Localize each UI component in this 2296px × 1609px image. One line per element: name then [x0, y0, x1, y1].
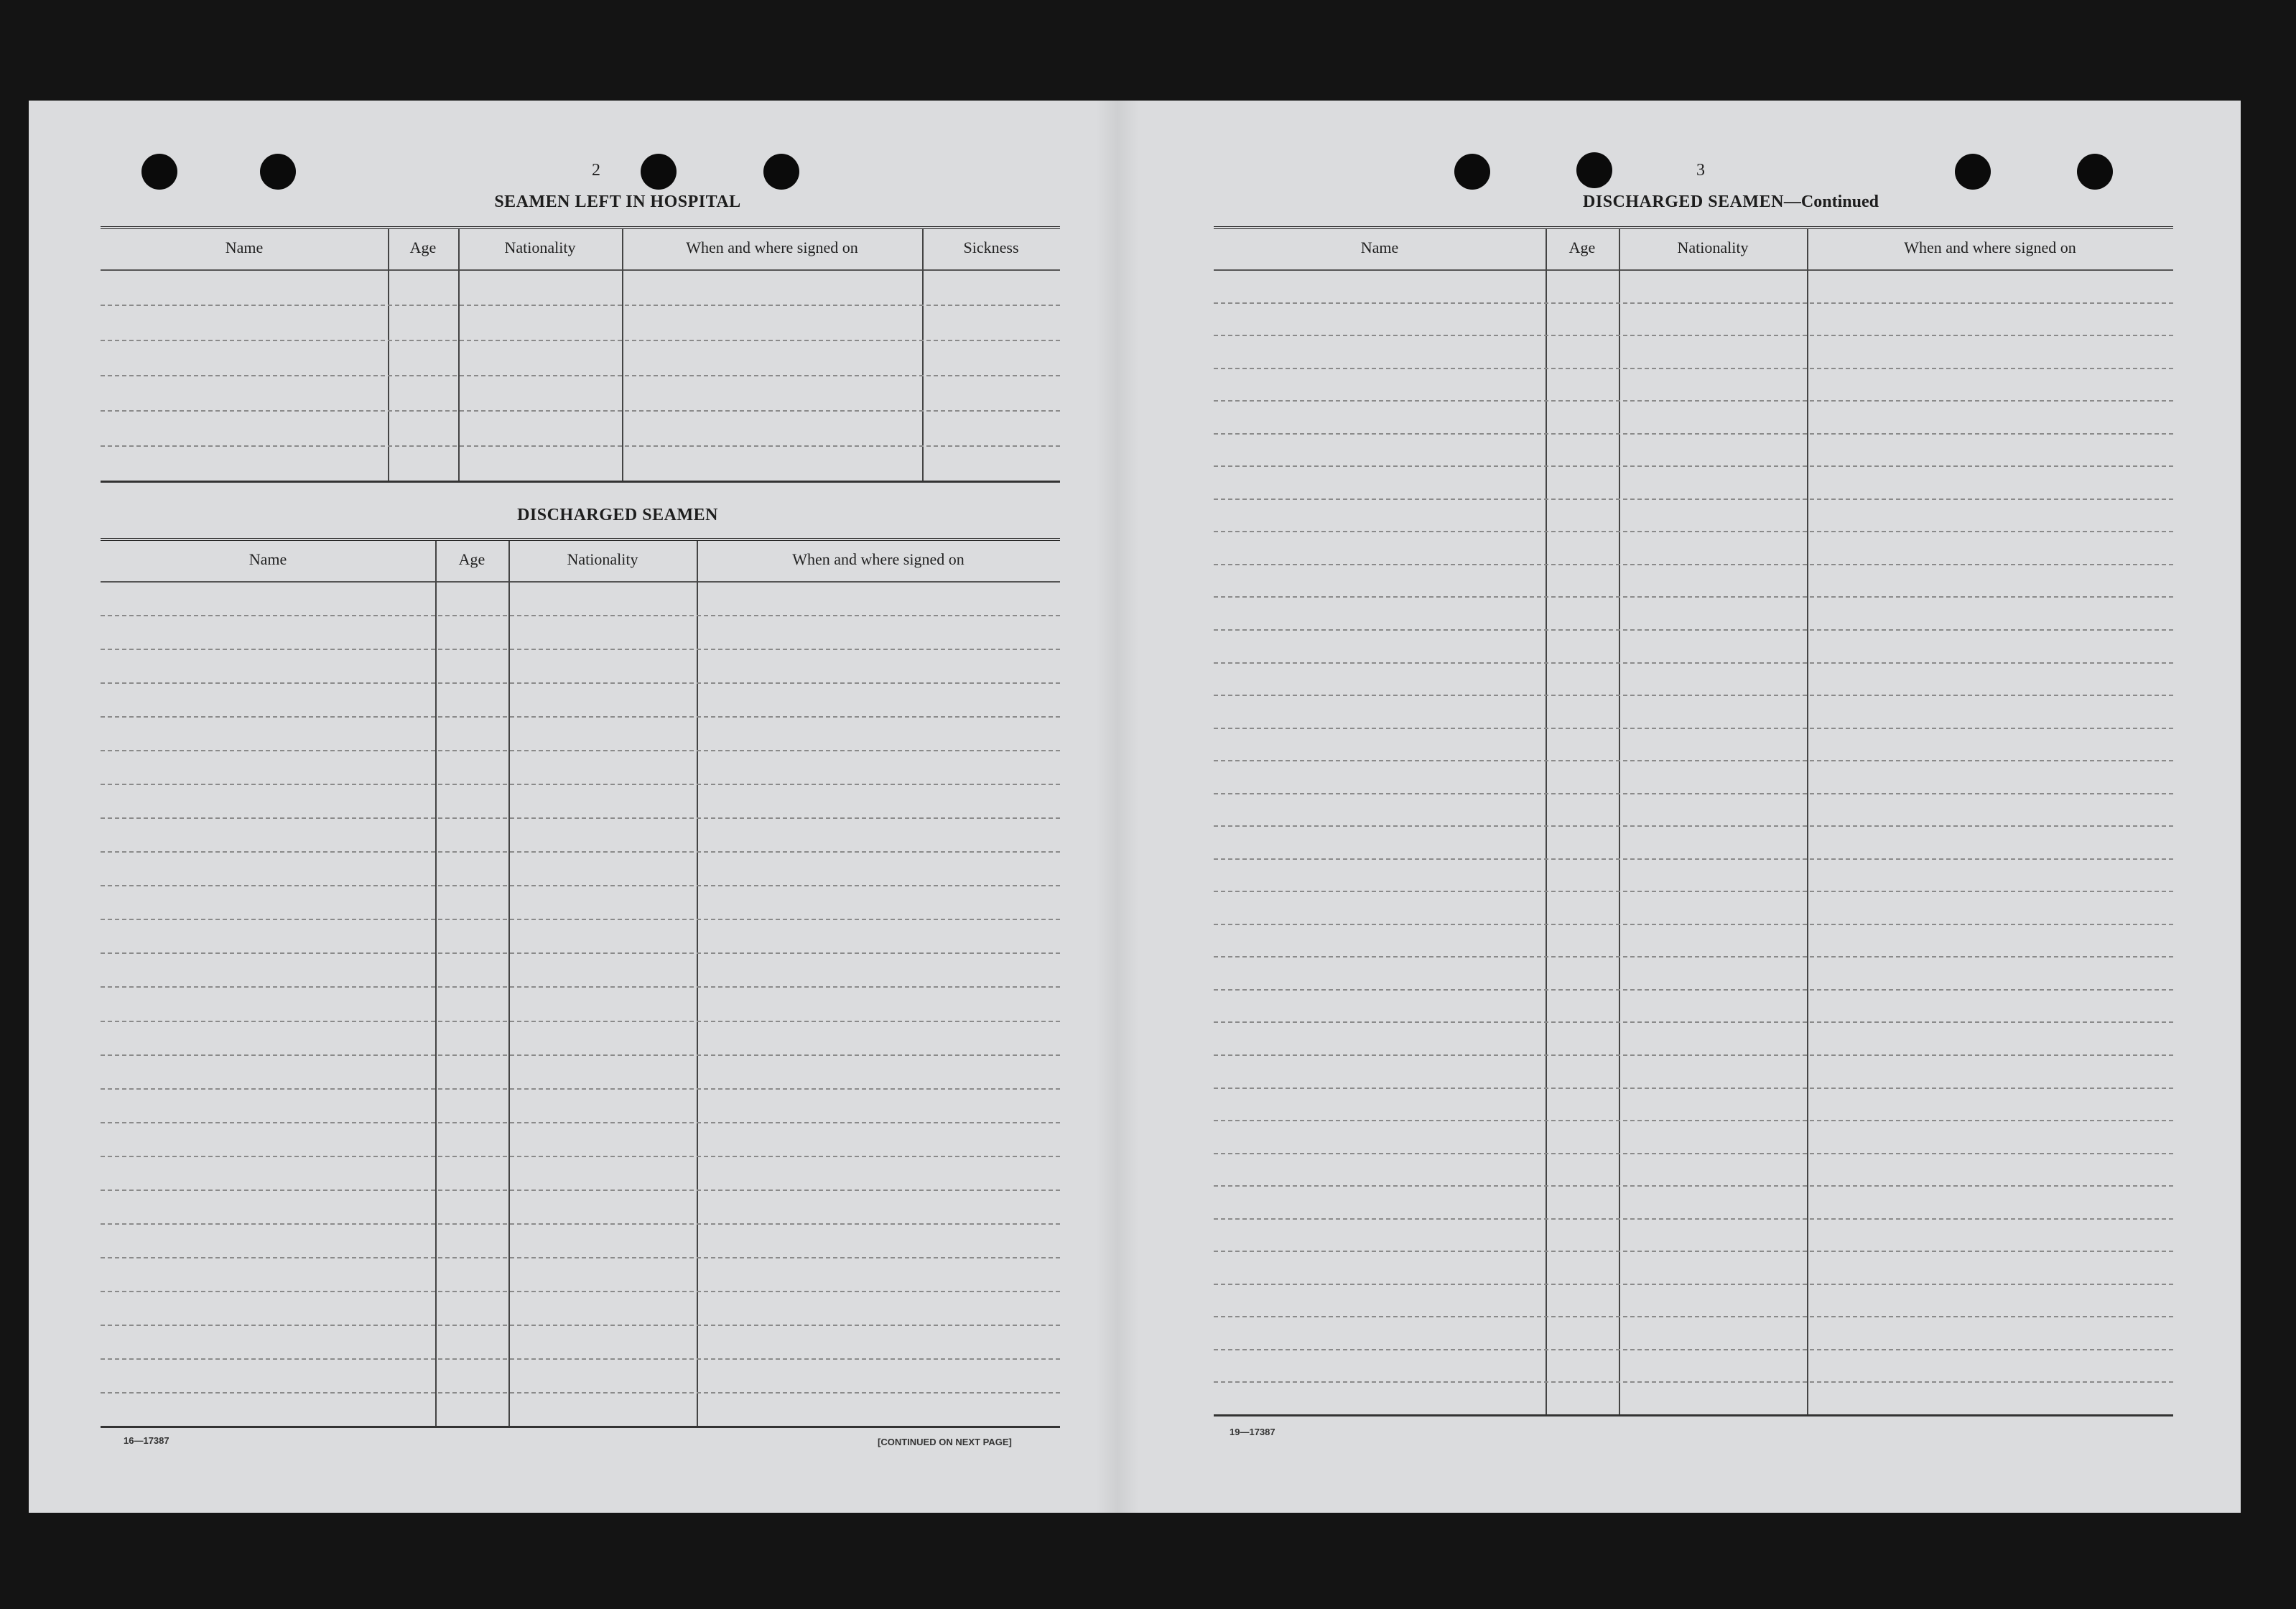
table-row	[1214, 1185, 2173, 1187]
table-row	[1214, 760, 2173, 761]
table-row	[1214, 956, 2173, 957]
table-row	[101, 1358, 1060, 1360]
table-header	[101, 541, 1060, 583]
table-row	[1214, 1284, 2173, 1285]
column-header-sickness: Sickness	[963, 238, 1019, 256]
table-row	[1214, 924, 2173, 925]
column-header-signed-on: When and where signed on	[1904, 238, 2076, 256]
section-title-discharged-continued	[1214, 193, 2248, 212]
table-row	[1214, 1021, 2173, 1023]
table-row	[1214, 465, 2173, 467]
table-row	[101, 919, 1060, 920]
hospital-table	[101, 226, 1060, 483]
section-title-main: DISCHARGED SEAMEN	[1583, 193, 1784, 211]
table-row	[1214, 400, 2173, 402]
form-number: 16—17387	[124, 1435, 169, 1446]
table-row	[1214, 891, 2173, 892]
column-divider	[1619, 229, 1620, 1414]
punch-hole	[141, 154, 177, 190]
table-row	[1214, 1251, 2173, 1252]
table-row	[101, 340, 1060, 341]
table-row	[1214, 531, 2173, 532]
table-row	[101, 375, 1060, 376]
section-title-discharged: DISCHARGED SEAMEN	[517, 506, 718, 524]
table-row	[101, 885, 1060, 886]
table-header	[101, 229, 1060, 271]
punch-hole	[763, 154, 799, 190]
form-sheet	[29, 101, 2241, 1513]
table-row	[101, 784, 1060, 785]
table-row	[1214, 564, 2173, 565]
column-header-signed-on: When and where signed on	[792, 550, 965, 568]
table-row	[101, 1190, 1060, 1191]
table-header	[1214, 229, 2173, 271]
column-header-nationality: Nationality	[504, 238, 576, 256]
table-row	[1214, 499, 2173, 500]
table-row	[101, 1291, 1060, 1292]
table-row	[101, 445, 1060, 447]
table-row	[1214, 858, 2173, 860]
table-row	[1214, 793, 2173, 794]
table-row	[1214, 1349, 2173, 1350]
table-row	[101, 1223, 1060, 1225]
table-row	[101, 649, 1060, 650]
column-header-name: Name	[225, 238, 264, 256]
table-row	[1214, 302, 2173, 304]
column-divider	[922, 229, 924, 481]
table-row	[101, 1122, 1060, 1123]
column-header-name: Name	[248, 550, 287, 568]
table-row	[1214, 695, 2173, 696]
table-row	[1214, 368, 2173, 369]
column-header-nationality: Nationality	[567, 550, 638, 568]
table-row	[1214, 629, 2173, 631]
table-row	[101, 716, 1060, 718]
table-row	[1214, 825, 2173, 827]
column-divider	[697, 541, 698, 1426]
table-row	[1214, 728, 2173, 729]
table-row	[101, 1054, 1060, 1056]
table-row	[1214, 989, 2173, 991]
page-number: 2	[592, 161, 600, 180]
discharged-continued-table	[1214, 226, 2173, 1416]
punch-hole	[1454, 154, 1490, 190]
punch-hole	[260, 154, 296, 190]
table-row	[1214, 1381, 2173, 1383]
table-row	[101, 1088, 1060, 1090]
section-title-suffix: —Continued	[1783, 193, 1879, 211]
table-row	[101, 952, 1060, 954]
page-number: 3	[1696, 161, 1705, 180]
table-row	[1214, 662, 2173, 664]
column-header-nationality: Nationality	[1677, 238, 1749, 256]
column-divider	[508, 541, 510, 1426]
table-row	[1214, 1153, 2173, 1154]
column-divider	[388, 229, 389, 481]
table-row	[101, 1021, 1060, 1022]
column-header-name: Name	[1360, 238, 1399, 256]
table-row	[1214, 1316, 2173, 1317]
punch-hole	[1576, 152, 1612, 188]
table-row	[101, 1325, 1060, 1326]
table-row	[1214, 1088, 2173, 1089]
table-row	[1214, 433, 2173, 435]
punch-hole	[2077, 154, 2113, 190]
table-row	[101, 750, 1060, 751]
table-row	[101, 851, 1060, 853]
punch-hole	[1955, 154, 1991, 190]
table-row	[101, 1156, 1060, 1157]
column-divider	[1546, 229, 1547, 1414]
table-row	[1214, 1120, 2173, 1121]
table-row	[101, 1392, 1060, 1394]
column-header-signed-on: When and where signed on	[686, 238, 858, 256]
column-header-age: Age	[458, 550, 485, 568]
column-divider	[622, 229, 623, 481]
table-row	[101, 1257, 1060, 1258]
table-row	[1214, 1054, 2173, 1056]
form-number: 19—17387	[1230, 1427, 1275, 1437]
table-row	[101, 410, 1060, 412]
continued-note: [CONTINUED ON NEXT PAGE]	[878, 1437, 1012, 1447]
table-row	[101, 986, 1060, 988]
table-row	[101, 817, 1060, 819]
column-divider	[435, 541, 437, 1426]
column-header-age: Age	[409, 238, 437, 256]
column-divider	[1807, 229, 1808, 1414]
table-row	[1214, 1218, 2173, 1220]
table-row	[101, 305, 1060, 306]
column-divider	[458, 229, 460, 481]
discharged-table	[101, 538, 1060, 1428]
section-title-hospital: SEAMEN LEFT IN HOSPITAL	[494, 193, 741, 211]
table-row	[101, 682, 1060, 684]
table-row	[1214, 596, 2173, 598]
page-fold	[1096, 101, 1139, 1513]
punch-hole	[641, 154, 677, 190]
table-row	[101, 615, 1060, 616]
column-header-age: Age	[1568, 238, 1596, 256]
table-row	[1214, 335, 2173, 336]
